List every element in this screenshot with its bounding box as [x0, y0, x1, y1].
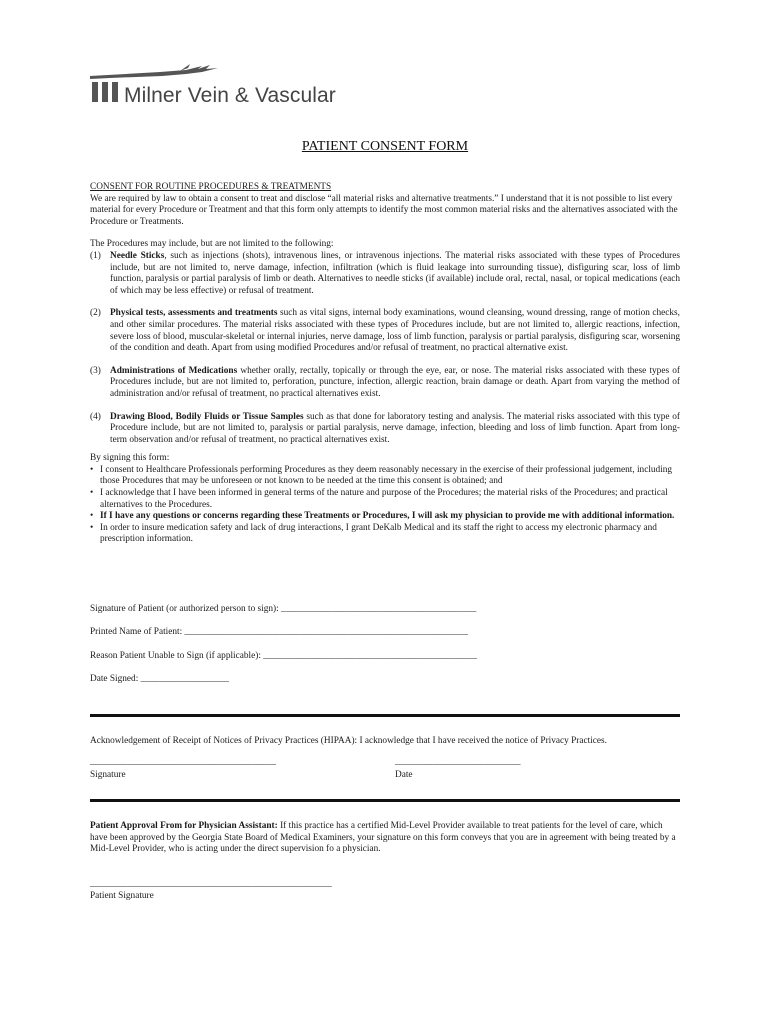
intro-paragraph: We are required by law to obtain a consent to treat and disclose “all material risks and alternative treatments.” I understand that it is not possible to list every material for every Procedure or Treatment and that this form only attempts to identify the most common material risks and the alternatives associated with the Procedure or Treatments.	[90, 193, 678, 227]
brand-name: Milner Vein & Vascular	[124, 84, 336, 107]
consent-bullet: • I consent to Healthcare Professionals performing Procedures as they deem reasonably necessary in the exercise of their professional judgement, including those Procedures that may be unforeseen or not known to be needed at the time this consent is obtained; and	[90, 464, 673, 487]
pa-signature-line[interactable]: ____________________________________________________	[90, 879, 332, 889]
page-title: PATIENT CONSENT FORM	[301, 139, 469, 154]
divider	[90, 799, 680, 802]
hipaa-date-label: Date	[395, 770, 413, 780]
reason-unable-field[interactable]: Reason Patient Unable to Sign (if applicable): ______________________________________________	[90, 651, 478, 661]
pa-signature-label: Patient Signature	[90, 891, 154, 901]
consent-bullet: • I acknowledge that I have been informed in general terms of the nature and purpose of the Procedures; the material risks of the Procedures; and practical alternatives to the Procedures.	[90, 488, 668, 510]
procedure-item: (4) Drawing Blood, Bodily Fluids or Tissue Samples such as that done for laboratory testing and analysis. The material risks associated with this type of Procedure include, but are not limited to, paralysis or partial paralysis, nerve damage, infection, bleeding and loss of limb function. Apart from long-term observation and/or refusal of treatment, no practical alternatives exist.	[90, 411, 680, 445]
consent-bullet: • If I have any questions or concerns regarding these Treatments or Procedures, I will ask my physician to provide me with additional information.	[90, 511, 675, 522]
pa-approval-title: Patient Approval From for Physician Assistant:	[90, 821, 278, 831]
procedure-item: (3) Administrations of Medications whether orally, rectally, topically or through the eye, ear, or nose. The material risks associated with these types of Procedures include, but are not limited to, perforation, puncture, infection, allergic reaction, brain damage or death. Apart from varying the method of administration and/or refusal of treatment, no practical alternatives exist.	[90, 365, 680, 399]
procedure-list	[90, 251, 680, 446]
consent-body	[90, 182, 680, 546]
section-heading: CONSENT FOR ROUTINE PROCEDURES & TREATMENTS	[90, 182, 332, 192]
hipaa-acknowledgement: Acknowledgement of Receipt of Notices of Privacy Practices (HIPAA): I acknowledge that I have received the notice of Privacy Practices.	[90, 736, 607, 746]
date-signed-field[interactable]: Date Signed: ___________________	[90, 674, 229, 684]
hipaa-signature-label: Signature	[90, 770, 126, 780]
printed-name-field[interactable]: Printed Name of Patient: _____________________________________________________________	[90, 627, 469, 637]
signing-lead: By signing this form:	[90, 453, 170, 464]
hipaa-signature-line[interactable]: ________________________________________	[90, 757, 276, 767]
divider	[90, 714, 680, 717]
hipaa-date-line[interactable]: ___________________________	[395, 757, 521, 767]
procedure-title: Administrations of Medications	[110, 365, 238, 376]
procedure-title: Physical tests, assessments and treatments	[110, 308, 278, 319]
procedure-item: (1) Needle Sticks, such as injections (shots), intravenous lines, or intravenous injections. The material risks associated with these types of Procedures include, but are not limited to, nerve damage, infection, infiltration (which is fluid leakage into surrounding tissue), disfiguring scar, loss of limb function, paralysis or partial paralysis of limb or death. Alternatives to needle sticks (if available) include oral, rectal, nasal, or topical medications (each of which may be less effective) or refusal of treatment.	[90, 250, 680, 296]
pa-approval-paragraph: Patient Approval From for Physician Assistant: If this practice has a certified Mid-Level Provider available to treat patients for the level of care, which have been approved by the Georgia State Board of Medical Examiners, your signature on this form conveys that you are in agreement with being treated by a Mid-Level Provider, who is acting under the direct supervision fo a physician.	[90, 821, 676, 855]
procedure-title: Needle Sticks	[110, 250, 165, 261]
procedure-title: Drawing Blood, Bodily Fluids or Tissue Samples	[110, 411, 304, 422]
procedure-item: (2) Physical tests, assessments and treatments such as vital signs, internal body examinations, wound cleansing, wound dressing, range of motion checks, and other similar procedures. The material risks associated with these types of Procedures include, but are not limited to, allergic reactions, infection, severe loss of blood, muscular-skeletal or internal injuries, nerve damage, loss of limb function, paralysis or partial paralysis, disfiguring scar, worsening of the condition and death. Apart from using modified Procedures and/or refusal of treatment, no practical alternative exist.	[90, 308, 680, 354]
patient-signature-field[interactable]: Signature of Patient (or authorized person to sign): __________________________________________	[90, 604, 477, 614]
consent-bullet: • In order to insure medication safety and lack of drug interactions, I grant DeKalb Medical and its staff the right to access my electronic pharmacy and prescription information.	[90, 522, 657, 545]
procedures-lead: The Procedures may include, but are not limited to the following:	[90, 239, 334, 250]
